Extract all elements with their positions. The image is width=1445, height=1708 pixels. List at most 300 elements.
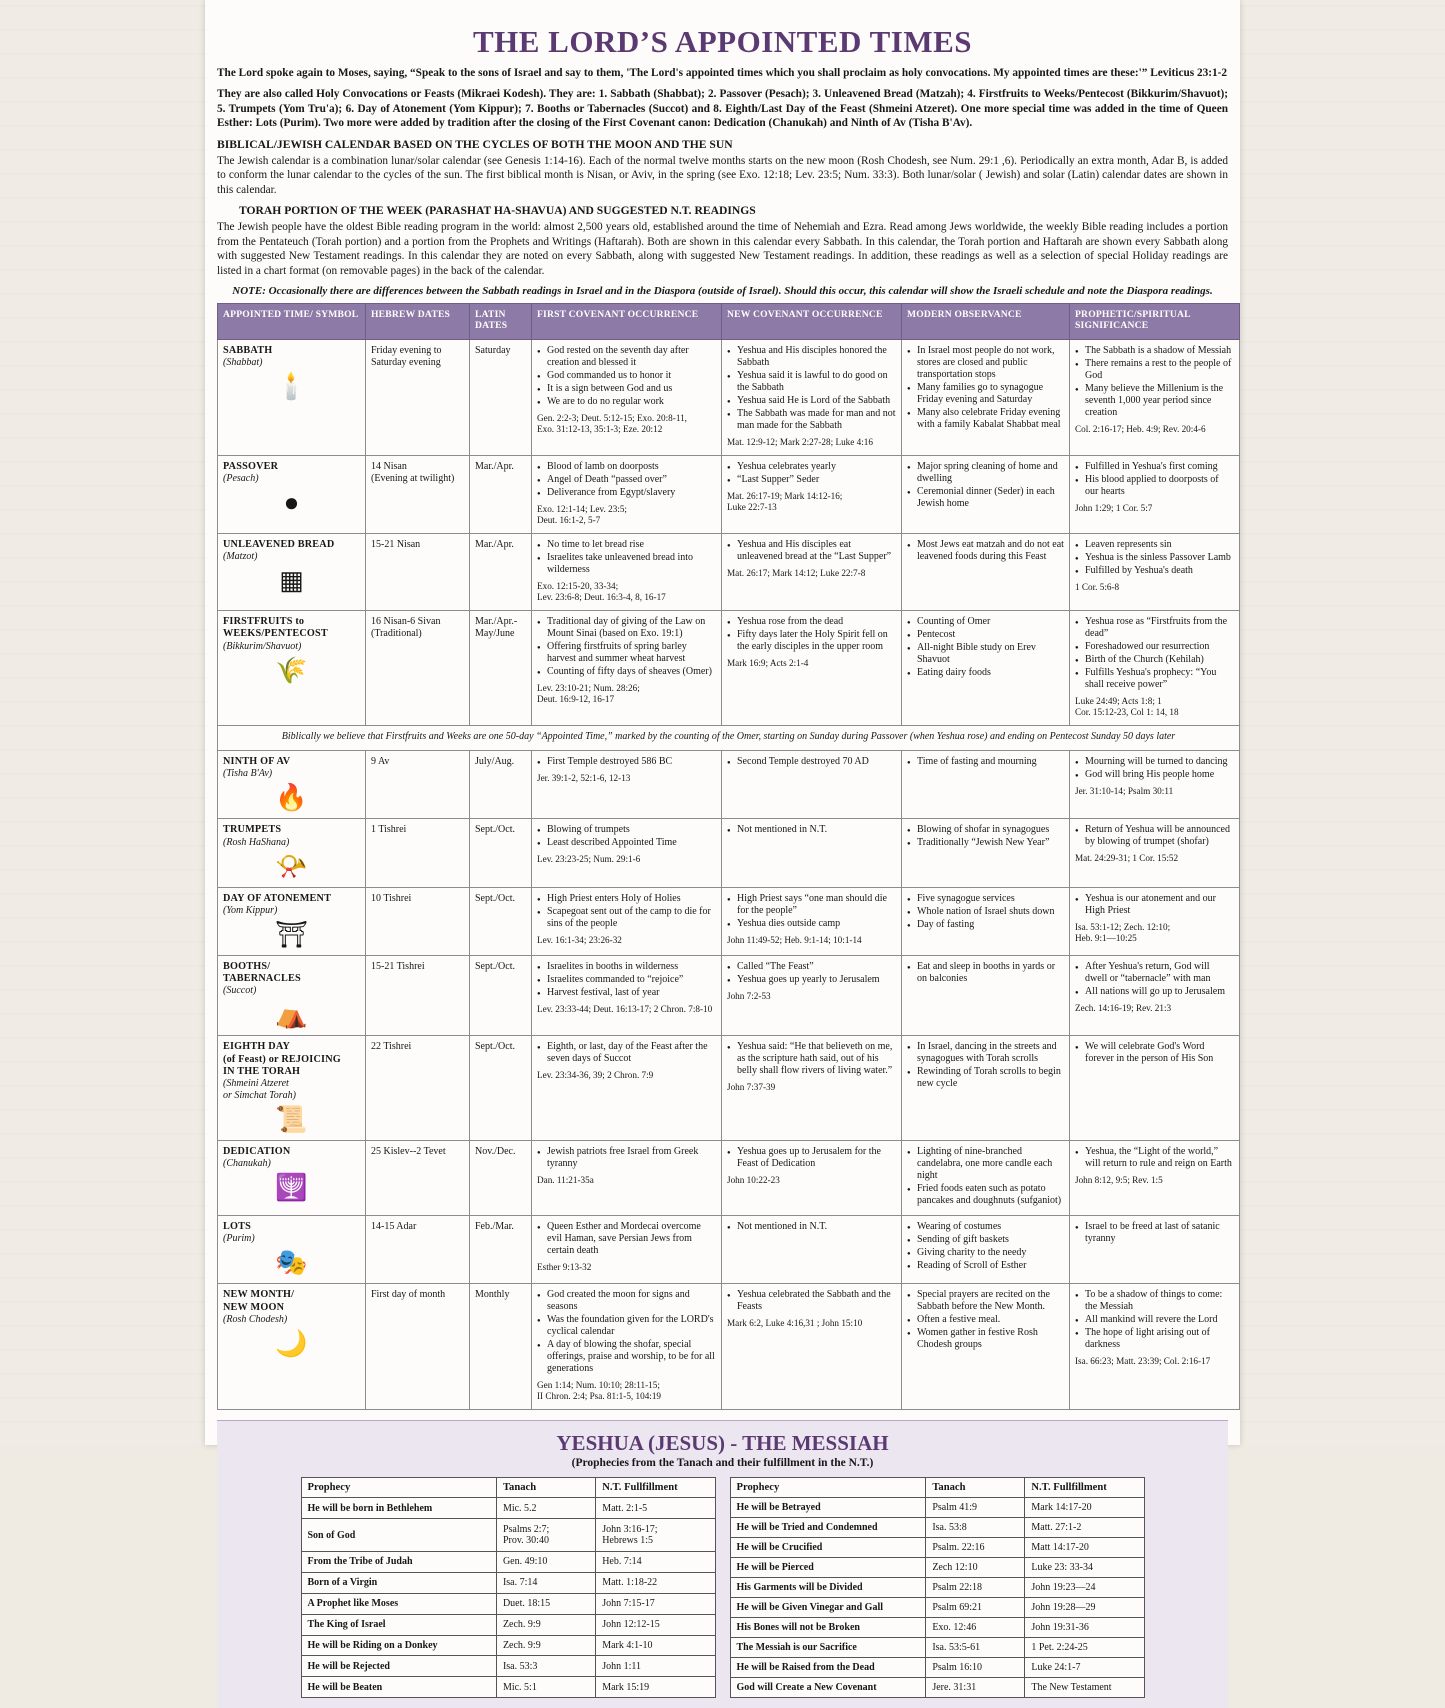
list-item: ● The hope of light arising out of darkness xyxy=(1075,1327,1234,1351)
scripture-refs: Exo. 12:15-20, 33-34; Lev. 23:6-8; Deut. 16:3-4, 8, 16-17 xyxy=(537,581,666,603)
table-header-row xyxy=(218,303,1240,339)
table-row xyxy=(730,1598,1144,1618)
bullet-list xyxy=(537,616,716,678)
bullet-list xyxy=(537,345,716,408)
cell-new-covenant xyxy=(722,955,902,1035)
scripture-refs: Mark 16:9; Acts 2:1-4 xyxy=(727,658,809,669)
table-header-row xyxy=(301,1478,715,1498)
cell-latin-dates: Monthly xyxy=(470,1284,532,1410)
list-item: ● Israelites commanded to “rejoice” xyxy=(537,974,716,986)
table-row xyxy=(218,1141,1240,1216)
list-item: ● Ceremonial dinner (Seder) in each Jewish home xyxy=(907,486,1064,510)
list-item: ● It is a sign between God and us xyxy=(537,383,716,395)
list-item: ● God rested on the seventh day after creation and blessed it xyxy=(537,345,716,369)
cell-prophetic-significance xyxy=(1070,819,1240,887)
scripture-refs: Jer. 39:1-2, 52:1-6, 12-13 xyxy=(537,773,631,784)
scripture-refs: Mat. 12:9-12; Mark 2:27-28; Luke 4:16 xyxy=(727,436,873,447)
intro-paragraph-2: They are also called Holy Convocations or Feasts (Mikraei Kodesh). They are: 1. Sabbath (Shabbat); 2. Passover (Pesach); 3. Unleavened Bread (Matzah); 4. Firstfruits to Weeks/Pentecost (Bikkurim/Shavuot); 5. Trumpets (Yom Tru'a); 6. Day of Atonement (Yom Kippur); 7. Booths or Tabernacles (Succot) and 8. Eighth/Last Day of the Feast (Shmeini Atzeret). One more special time was added in the time of Queen Esther: Lots (Purim). Two more were added by tradition after the closing of the First Covenant canon: Dedication (Chanukah) and Ninth of Av (Tisha B'Av). xyxy=(217,88,1228,130)
bullet-list xyxy=(537,961,716,999)
feast-name: SABBATH xyxy=(223,344,273,356)
list-item: ● Not mentioned in N.T. xyxy=(727,824,896,836)
cell-latin-dates: Feb./Mar. xyxy=(470,1216,532,1284)
bullet-list xyxy=(727,345,896,432)
col-tanach: Tanach xyxy=(496,1478,595,1498)
list-item: ● Yeshua dies outside camp xyxy=(727,918,896,930)
table-row xyxy=(218,1284,1240,1410)
cell-nt-fulfillment: John 19:28—29 xyxy=(1025,1598,1144,1618)
bullet-list xyxy=(1075,1221,1234,1245)
bullet-list xyxy=(537,539,716,576)
list-item: ● Counting of Omer xyxy=(907,616,1064,628)
list-item: ● Fulfilled by Yeshua's death xyxy=(1075,565,1234,577)
list-item: ● Yeshua is the sinless Passover Lamb xyxy=(1075,552,1234,564)
cell-prophetic-significance xyxy=(1070,1141,1240,1216)
feast-hebrew-name: (Succot) xyxy=(223,985,257,997)
cell-prophetic-significance xyxy=(1070,339,1240,455)
messiah-panel xyxy=(217,1420,1228,1708)
scripture-refs: Esther 9:13-32 xyxy=(537,1262,592,1273)
col-first-covenant: FIRST COVENANT OCCURRENCE xyxy=(532,303,722,339)
list-item: ● Return of Yeshua will be announced by blowing of trumpet (shofar) xyxy=(1075,824,1234,848)
cell-prophetic-significance xyxy=(1070,751,1240,819)
list-item: ● Sending of gift baskets xyxy=(907,1234,1064,1246)
bullet-list xyxy=(1075,1041,1234,1065)
cell-prophetic-significance xyxy=(1070,611,1240,726)
list-item: ● Fulfilled in Yeshua's first coming xyxy=(1075,461,1234,473)
cell-prophecy: God will Create a New Covenant xyxy=(730,1678,926,1698)
list-item: ● Angel of Death “passed over” xyxy=(537,474,716,486)
cell-latin-dates: Sept./Oct. xyxy=(470,1036,532,1141)
table-row xyxy=(730,1638,1144,1658)
messiah-title: YESHUA (JESUS) - THE MESSIAH xyxy=(556,1431,889,1456)
bullet-list xyxy=(727,1289,896,1313)
list-item: ● Called “The Feast” xyxy=(727,961,896,973)
feast-hebrew-name: (Shmeini Atzeret or Simchat Torah) xyxy=(223,1078,296,1102)
cell-prophecy: He will be Riding on a Donkey xyxy=(301,1635,496,1656)
scripture-refs: Jer. 31:10-14; Psalm 30:11 xyxy=(1075,786,1174,797)
bullet-list xyxy=(907,824,1064,849)
cell-prophecy: The Messiah is our Sacrifice xyxy=(730,1638,926,1658)
cell-first-covenant xyxy=(532,1284,722,1410)
cell-prophecy: He will be Pierced xyxy=(730,1558,926,1578)
list-item: ● Yeshua and His disciples honored the Sabbath xyxy=(727,345,896,369)
list-item: ● Yeshua goes up to Jerusalem for the Feast of Dedication xyxy=(727,1146,896,1170)
cell-prophecy: A Prophet like Moses xyxy=(301,1593,496,1614)
cell-appointed-time xyxy=(218,1141,366,1216)
table-row xyxy=(218,887,1240,955)
col-nt-fulfillment: N.T. Fullfillment xyxy=(596,1478,715,1498)
list-item: ● Israel to be freed at last of satanic tyranny xyxy=(1075,1221,1234,1245)
list-item: ● High Priest says “one man should die for the people” xyxy=(727,893,896,917)
cell-latin-dates: Sept./Oct. xyxy=(470,819,532,887)
cell-nt-fulfillment: John 7:15-17 xyxy=(596,1593,715,1614)
table-row xyxy=(301,1677,715,1698)
list-item: ● Queen Esther and Mordecai overcome evil Haman, save Persian Jews from certain death xyxy=(537,1221,716,1257)
feast-hebrew-name: (Matzot) xyxy=(223,551,258,563)
cell-appointed-time xyxy=(218,955,366,1035)
cell-prophecy: He will be Beaten xyxy=(301,1677,496,1698)
list-item: ● We will celebrate God's Word forever in the person of His Son xyxy=(1075,1041,1234,1065)
cell-tanach: Isa. 7:14 xyxy=(496,1572,595,1593)
cell-prophecy: From the Tribe of Judah xyxy=(301,1551,496,1572)
cell-modern-observance xyxy=(902,1141,1070,1216)
list-item: ● Scapegoat sent out of the camp to die for sins of the people xyxy=(537,906,716,930)
bullet-list xyxy=(537,1146,716,1170)
scripture-refs: Zech. 14:16-19; Rev. 21:3 xyxy=(1075,1002,1172,1013)
bullet-list xyxy=(727,756,896,768)
cell-new-covenant xyxy=(722,751,902,819)
bullet-list xyxy=(537,756,716,768)
cell-appointed-time xyxy=(218,1284,366,1410)
col-latin-dates: LATIN DATES xyxy=(470,303,532,339)
cell-latin-dates: July/Aug. xyxy=(470,751,532,819)
cell-hebrew-dates: 15-21 Tishrei xyxy=(366,955,470,1035)
list-item: ● God will bring His people home xyxy=(1075,769,1234,781)
scripture-refs: Mat. 26:17; Mark 14:12; Luke 22:7-8 xyxy=(727,568,866,579)
sukkah-icon: ⛺ xyxy=(275,1000,308,1030)
table-row xyxy=(218,456,1240,534)
cell-nt-fulfillment: Mark 14:17-20 xyxy=(1025,1498,1144,1518)
feast-hebrew-name: (Yom Kippur) xyxy=(223,904,278,916)
bullet-list xyxy=(907,1041,1064,1090)
list-item: ● Yeshua celebrated the Sabbath and the Feasts xyxy=(727,1289,896,1313)
table-row xyxy=(730,1518,1144,1538)
cell-prophecy: He will be born in Bethlehem xyxy=(301,1498,496,1519)
list-item: ● Eat and sleep in booths in yards or on balconies xyxy=(907,961,1064,985)
cell-modern-observance xyxy=(902,534,1070,611)
col-prophetic-significance: PROPHETIC/SPIRITUAL SIGNIFICANCE xyxy=(1070,303,1240,339)
cell-nt-fulfillment: The New Testament xyxy=(1025,1678,1144,1698)
cell-tanach: Isa. 53:8 xyxy=(926,1518,1025,1538)
table-row xyxy=(218,1216,1240,1284)
list-item: ● Pentecost xyxy=(907,629,1064,641)
section-heading-torah-portion: TORAH PORTION OF THE WEEK (PARASHAT HA-SHAVUA) AND SUGGESTED N.T. READINGS xyxy=(239,204,756,218)
list-item: ● Least described Appointed Time xyxy=(537,837,716,849)
cell-nt-fulfillment: Luke 23: 33-34 xyxy=(1025,1558,1144,1578)
cell-prophetic-significance xyxy=(1070,534,1240,611)
feast-name: DEDICATION xyxy=(223,1146,291,1158)
bullet-list xyxy=(907,1289,1064,1351)
intro-paragraph-4: The Jewish people have the oldest Bible reading program in the world: almost 2,500 years old, established around the time of Nehemiah and Ezra. Read among Jews worldwide, the weekly Bible reading includes a portion from the Pentateuch (Torah portion) and a portion from the Prophets and Writings (Haftarah). Both are shown in this calendar every Sabbath. In this calendar, the Torah portion and Haftarah are shown every Sabbath along with suggested New Testament readings. In this calendar they are noted on every Sabbath, along with suggested New Testament readings. In addition, these readings as well as a selection of special Holiday readings are listed in a chart format (on removable pages) in the back of the calendar. xyxy=(217,221,1228,277)
list-item: ● Giving charity to the needy xyxy=(907,1247,1064,1259)
cell-tanach: Psalm 69:21 xyxy=(926,1598,1025,1618)
bullet-list xyxy=(907,756,1064,768)
table-header-row xyxy=(730,1478,1144,1498)
cell-prophecy: The King of Israel xyxy=(301,1614,496,1635)
list-item: ● All nations will go up to Jerusalem xyxy=(1075,986,1234,998)
list-item: ● First Temple destroyed 586 BC xyxy=(537,756,716,768)
cell-modern-observance xyxy=(902,1036,1070,1141)
table-row xyxy=(218,1036,1240,1141)
bullet-list xyxy=(1075,1289,1234,1351)
bullet-list xyxy=(907,345,1064,431)
bullet-list xyxy=(727,824,896,836)
cell-tanach: Psalm 16:10 xyxy=(926,1658,1025,1678)
bullet-list xyxy=(1075,539,1234,577)
wheat-sheaf-icon: 🌾 xyxy=(275,655,308,685)
cell-first-covenant xyxy=(532,339,722,455)
table-row xyxy=(301,1593,715,1614)
table-row xyxy=(301,1635,715,1656)
cell-nt-fulfillment: John 19:31-36 xyxy=(1025,1618,1144,1638)
cell-prophecy: He will be Rejected xyxy=(301,1656,496,1677)
bullet-list xyxy=(1075,824,1234,848)
bullet-list xyxy=(1075,961,1234,998)
list-item: ● In Israel, dancing in the streets and synagogues with Torah scrolls xyxy=(907,1041,1064,1065)
cell-prophecy: He will be Crucified xyxy=(730,1538,926,1558)
cell-new-covenant xyxy=(722,456,902,534)
cell-appointed-time xyxy=(218,534,366,611)
cell-new-covenant xyxy=(722,1216,902,1284)
list-item: ● Many believe the Millenium is the seventh 1,000 year period since creation xyxy=(1075,383,1234,419)
list-item: ● Reading of Scroll of Esther xyxy=(907,1260,1064,1272)
cell-tanach: Psalm 22:18 xyxy=(926,1578,1025,1598)
mask-icon: 🎭 xyxy=(275,1248,308,1278)
cell-appointed-time xyxy=(218,819,366,887)
cell-nt-fulfillment: Mark 15:19 xyxy=(596,1677,715,1698)
list-item: ● Yeshua goes up yearly to Jerusalem xyxy=(727,974,896,986)
cell-nt-fulfillment: Heb. 7:14 xyxy=(596,1551,715,1572)
list-item: ● Blowing of shofar in synagogues xyxy=(907,824,1064,836)
diaspora-note: NOTE: Occasionally there are differences between the Sabbath readings in Israel and in the Diaspora (outside of Israel). Should this occur, this calendar will show the Israeli schedule and note the Diaspora readings. xyxy=(232,284,1213,297)
cell-modern-observance xyxy=(902,1284,1070,1410)
scripture-refs: Lev. 23:34-36, 39; 2 Chron. 7:9 xyxy=(537,1070,654,1081)
crescent-moon-icon: 🌙 xyxy=(275,1328,308,1358)
cell-first-covenant xyxy=(532,819,722,887)
cell-tanach: Psalm. 22:16 xyxy=(926,1538,1025,1558)
cell-prophecy: He will be Raised from the Dead xyxy=(730,1658,926,1678)
bullet-list xyxy=(537,1289,716,1375)
bullet-list xyxy=(537,824,716,849)
list-item: ● Eighth, or last, day of the Feast after the seven days of Succot xyxy=(537,1041,716,1065)
list-item: ● Yeshua said: “He that believeth on me, as the scripture hath said, out of his belly shall flow rivers of living water.” xyxy=(727,1041,896,1077)
list-item: ● Yeshua said it is lawful to do good on the Sabbath xyxy=(727,370,896,394)
cell-prophecy: Born of a Virgin xyxy=(301,1572,496,1593)
messiah-subtitle: (Prophecies from the Tanach and their fulfillment in the N.T.) xyxy=(571,1457,874,1470)
table-row xyxy=(301,1656,715,1677)
list-item: ● Many families go to synagogue Friday evening and Saturday xyxy=(907,382,1064,406)
list-item: ● After Yeshua's return, God will dwell or “tabernacle” with man xyxy=(1075,961,1234,985)
cell-tanach: Gen. 49:10 xyxy=(496,1551,595,1572)
cell-prophetic-significance xyxy=(1070,955,1240,1035)
scripture-refs: John 7:37-39 xyxy=(727,1082,776,1093)
cell-first-covenant xyxy=(532,887,722,955)
intro-paragraph-3: The Jewish calendar is a combination lunar/solar calendar (see Genesis 1:14-16). Each of the normal twelve months starts on the new moon (Rosh Chodesh, see Num. 29:1 ,6). Periodically an extra month, Adar B, is added to conform the lunar calendar to the cycles of the sun. The first biblical month is Nisan, or Aviv, in the spring (see Exo. 12:18; Lev. 23:5; Num. 33:3). Both lunar/solar ( Jewish) and solar (Latin) calendar dates are shown in this calendar. xyxy=(217,154,1228,196)
list-item: ● The Sabbath was made for man and not man made for the Sabbath xyxy=(727,408,896,432)
bullet-list xyxy=(1075,1146,1234,1170)
list-item: ● High Priest enters Holy of Holies xyxy=(537,893,716,905)
omer-note-row xyxy=(218,726,1240,751)
cell-prophetic-significance xyxy=(1070,1036,1240,1141)
table-row xyxy=(301,1551,715,1572)
cell-modern-observance xyxy=(902,339,1070,455)
seder-plate-icon: ● xyxy=(283,488,300,518)
scripture-refs: Lev. 23:33-44; Deut. 16:13-17; 2 Chron. 7:8-10 xyxy=(537,1003,713,1014)
cell-hebrew-dates: 9 Av xyxy=(366,751,470,819)
list-item: ● To be a shadow of things to come: the Messiah xyxy=(1075,1289,1234,1313)
cell-hebrew-dates: 16 Nisan-6 Sivan (Traditional) xyxy=(366,611,470,726)
list-item: ● All-night Bible study on Erev Shavuot xyxy=(907,642,1064,666)
cell-modern-observance xyxy=(902,456,1070,534)
cell-hebrew-dates: 25 Kislev--2 Tevet xyxy=(366,1141,470,1216)
list-item: ● Eating dairy foods xyxy=(907,667,1064,679)
scripture-refs: Mat. 26:17-19; Mark 14:12-16; Luke 22:7-13 xyxy=(727,491,843,513)
bullet-list xyxy=(907,961,1064,985)
bullet-list xyxy=(1075,756,1234,781)
list-item: ● Yeshua is our atonement and our High Priest xyxy=(1075,893,1234,917)
cell-tanach: Jere. 31:31 xyxy=(926,1678,1025,1698)
list-item: ● Harvest festival, last of year xyxy=(537,987,716,999)
scripture-refs: Mat. 24:29-31; 1 Cor. 15:52 xyxy=(1075,853,1179,864)
list-item: ● There remains a rest to the people of God xyxy=(1075,358,1234,382)
bullet-list xyxy=(537,1041,716,1065)
feast-hebrew-name: (Tisha B'Av) xyxy=(223,768,273,780)
cell-modern-observance xyxy=(902,1216,1070,1284)
cell-first-covenant xyxy=(532,534,722,611)
list-item: ● We are to do no regular work xyxy=(537,396,716,408)
cell-prophetic-significance xyxy=(1070,456,1240,534)
list-item: ● Fulfills Yeshua's prophecy: “You shall receive power” xyxy=(1075,667,1234,691)
cell-appointed-time xyxy=(218,456,366,534)
feast-name: DAY OF ATONEMENT xyxy=(223,892,332,904)
list-item: ● Time of fasting and mourning xyxy=(907,756,1064,768)
cell-hebrew-dates: 15-21 Nisan xyxy=(366,534,470,611)
cell-tanach: Duet. 18:15 xyxy=(496,1593,595,1614)
list-item: ● Often a festive meal. xyxy=(907,1314,1064,1326)
cell-prophecy: He will be Tried and Condemned xyxy=(730,1518,926,1538)
list-item: ● Blowing of trumpets xyxy=(537,824,716,836)
list-item: ● Jewish patriots free Israel from Greek tyranny xyxy=(537,1146,716,1170)
bullet-list xyxy=(537,1221,716,1257)
table-row xyxy=(301,1614,715,1635)
list-item: ● Traditional day of giving of the Law on Mount Sinai (based on Exo. 19:1) xyxy=(537,616,716,640)
bullet-list xyxy=(907,1146,1064,1207)
cell-hebrew-dates: 10 Tishrei xyxy=(366,887,470,955)
cell-tanach: Zech 12:10 xyxy=(926,1558,1025,1578)
table-row xyxy=(218,611,1240,726)
cell-prophecy: He will be Given Vinegar and Gall xyxy=(730,1598,926,1618)
col-prophecy: Prophecy xyxy=(730,1478,926,1498)
omer-note: Biblically we believe that Firstfruits and Weeks are one 50-day “Appointed Time,” marked by the counting of the Omer, starting on Sunday during Passover (when Yeshua rose) and ending on Pentecost Sunday 50 days later xyxy=(218,726,1240,751)
feast-name: EIGHTH DAY (of Feast) or REJOICING IN THE TORAH xyxy=(223,1041,341,1077)
cell-prophecy: He will be Betrayed xyxy=(730,1498,926,1518)
cell-modern-observance xyxy=(902,611,1070,726)
matzah-icon: ▦ xyxy=(279,566,304,596)
scripture-refs: Lev. 23:23-25; Num. 29:1-6 xyxy=(537,854,641,865)
bullet-list xyxy=(727,1221,896,1233)
feast-name: PASSOVER xyxy=(223,461,279,473)
list-item: ● Offering firstfruits of spring barley harvest and summer wheat harvest xyxy=(537,641,716,665)
candles-icon: 🕯️ xyxy=(275,372,308,402)
cell-latin-dates: Nov./Dec. xyxy=(470,1141,532,1216)
table-row xyxy=(218,534,1240,611)
cell-nt-fulfillment: 1 Pet. 2:24-25 xyxy=(1025,1638,1144,1658)
bullet-list xyxy=(537,893,716,930)
cell-appointed-time xyxy=(218,1036,366,1141)
feast-name: NEW MONTH/ NEW MOON xyxy=(223,1289,295,1313)
cell-appointed-time xyxy=(218,751,366,819)
scripture-refs: Lev. 23:10-21; Num. 28:26; Deut. 16:9-12, 16-17 xyxy=(537,683,640,705)
bullet-list xyxy=(907,893,1064,931)
feast-name: BOOTHS/ TABERNACLES xyxy=(223,960,301,985)
scripture-refs: 1 Cor. 5:6-8 xyxy=(1075,582,1120,593)
cell-first-covenant xyxy=(532,1036,722,1141)
cell-prophecy: Son of God xyxy=(301,1519,496,1551)
table-row xyxy=(730,1498,1144,1518)
cell-appointed-time xyxy=(218,339,366,455)
scripture-refs: John 7:2-53 xyxy=(727,990,771,1001)
list-item: ● Mourning will be turned to dancing xyxy=(1075,756,1234,768)
prophecy-table-right xyxy=(730,1477,1145,1698)
table-row xyxy=(730,1558,1144,1578)
scripture-refs: Isa. 53:1-12; Zech. 12:10; Heb. 9:1—10:25 xyxy=(1075,921,1171,943)
intro-paragraph-1: The Lord spoke again to Moses, saying, “Speak to the sons of Israel and say to them, 'The Lord's appointed times which you shall proclaim as holy convocations. My appointed times are these:'” Leviticus 23:1-2 xyxy=(217,67,1228,79)
scripture-refs: Isa. 66:23; Matt. 23:39; Col. 2:16-17 xyxy=(1075,1356,1211,1367)
list-item: ● Day of fasting xyxy=(907,919,1064,931)
col-hebrew-dates: HEBREW DATES xyxy=(366,303,470,339)
list-item: ● Leaven represents sin xyxy=(1075,539,1234,551)
bullet-list xyxy=(1075,461,1234,498)
feast-hebrew-name: (Bikkurim/Shavuot) xyxy=(223,640,302,652)
cell-appointed-time xyxy=(218,611,366,726)
bullet-list xyxy=(1075,893,1234,917)
scripture-refs: John 11:49-52; Heb. 9:1-14; 10:1-14 xyxy=(727,934,862,945)
list-item: ● Yeshua rose from the dead xyxy=(727,616,896,628)
table-row xyxy=(730,1538,1144,1558)
cell-tanach: Zech. 9:9 xyxy=(496,1635,595,1656)
table-row xyxy=(730,1618,1144,1638)
feast-hebrew-name: (Purim) xyxy=(223,1233,255,1245)
table-row xyxy=(730,1658,1144,1678)
cell-hebrew-dates: 14 Nisan (Evening at twilight) xyxy=(366,456,470,534)
ark-of-covenant-icon: ⛩ xyxy=(274,919,308,949)
cell-hebrew-dates: 1 Tishrei xyxy=(366,819,470,887)
cell-modern-observance xyxy=(902,955,1070,1035)
cell-new-covenant xyxy=(722,339,902,455)
list-item: ● Counting of fifty days of sheaves (Omer) xyxy=(537,666,716,678)
feast-hebrew-name: (Rosh Chodesh) xyxy=(223,1313,288,1325)
list-item: ● God commanded us to honor it xyxy=(537,370,716,382)
prophecy-table-left xyxy=(301,1477,716,1698)
page-title: THE LORD’S APPOINTED TIMES xyxy=(472,24,973,59)
cell-nt-fulfillment: John 19:23—24 xyxy=(1025,1578,1144,1598)
cell-modern-observance xyxy=(902,887,1070,955)
cell-latin-dates: Mar./Apr. xyxy=(470,456,532,534)
bullet-list xyxy=(727,893,896,930)
table-row xyxy=(301,1498,715,1519)
appointed-times-table xyxy=(217,303,1240,1410)
col-new-covenant: NEW COVENANT OCCURRENCE xyxy=(722,303,902,339)
list-item: ● Major spring cleaning of home and dwelling xyxy=(907,461,1064,485)
list-item: ● Whole nation of Israel shuts down xyxy=(907,906,1064,918)
feast-hebrew-name: (Shabbat) xyxy=(223,357,263,369)
feast-hebrew-name: (Rosh HaShana) xyxy=(223,836,290,848)
feast-name: UNLEAVENED BREAD xyxy=(223,539,335,551)
table-row xyxy=(301,1519,715,1551)
col-appointed-time: APPOINTED TIME/ SYMBOL xyxy=(218,303,366,339)
torah-scroll-icon: 📜 xyxy=(275,1105,308,1135)
list-item: ● Not mentioned in N.T. xyxy=(727,1221,896,1233)
scripture-refs: John 1:29; 1 Cor. 5:7 xyxy=(1075,503,1153,514)
feast-hebrew-name: (Chanukah) xyxy=(223,1158,271,1170)
bullet-list xyxy=(907,1221,1064,1272)
list-item: ● Yeshua, the “Light of the world,” will return to rule and reign on Earth xyxy=(1075,1146,1234,1170)
list-item: ● Was the foundation given for the LORD's cyclical calendar xyxy=(537,1314,716,1338)
cell-tanach: Mic. 5.2 xyxy=(496,1498,595,1519)
bullet-list xyxy=(907,539,1064,563)
poster-sheet xyxy=(205,0,1240,1694)
feast-name: LOTS xyxy=(223,1221,251,1233)
